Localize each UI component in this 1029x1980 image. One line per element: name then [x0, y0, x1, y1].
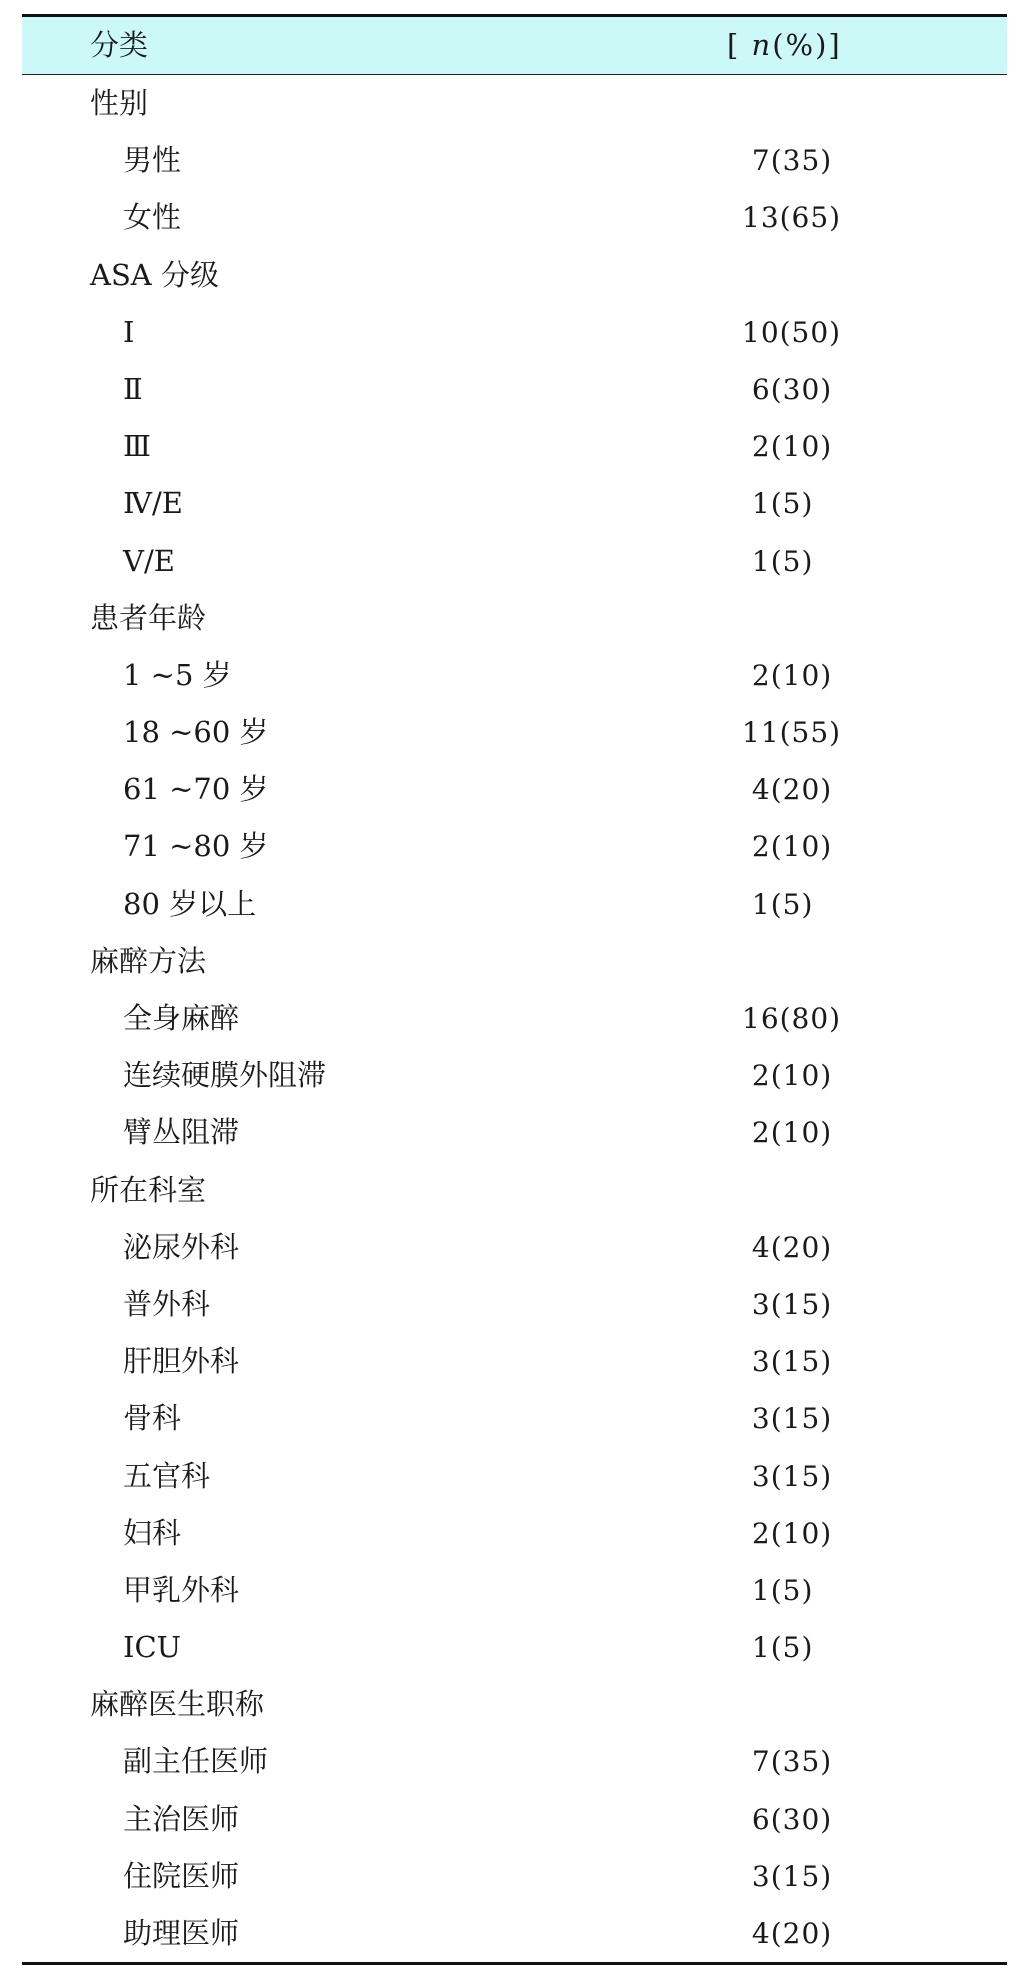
group-label: ASA 分级 [90, 257, 219, 292]
row-label: 71 ~80 岁 [123, 829, 269, 864]
row-value: 1(5) [742, 1631, 814, 1665]
row-value: 4(20) [742, 1917, 833, 1950]
table-row [22, 475, 1007, 532]
table-row [22, 1448, 1007, 1505]
table-group-row [22, 933, 1007, 990]
table-row [22, 1791, 1007, 1848]
row-value: 2(10) [742, 1116, 833, 1150]
row-label: 甲乳外科 [123, 1572, 240, 1607]
group-label: 性别 [90, 86, 149, 120]
table-header-row [22, 17, 1007, 75]
table-group-row [22, 1676, 1007, 1733]
table-row [22, 1276, 1007, 1333]
table-row [22, 818, 1007, 875]
table-row [22, 1104, 1007, 1161]
table-bottom-rule [22, 1962, 1007, 1965]
row-value: 13(65) [742, 201, 842, 235]
row-value: 3(15) [742, 1287, 833, 1321]
table-row [22, 704, 1007, 761]
row-label: 骨科 [123, 1401, 182, 1436]
table-row [22, 132, 1007, 189]
header-category: 分类 [90, 28, 149, 62]
row-label: 助理医师 [123, 1916, 240, 1950]
data-table [22, 14, 1007, 1965]
row-value: 2(10) [742, 658, 833, 692]
table-row [22, 1733, 1007, 1790]
row-value: 1(5) [742, 1573, 814, 1607]
table-row [22, 418, 1007, 475]
row-label: 副主任医师 [123, 1744, 269, 1779]
table-row [22, 876, 1007, 933]
row-label: 泌尿外科 [123, 1229, 240, 1264]
row-value: 7(35) [742, 1745, 833, 1779]
table-group-row [22, 75, 1007, 132]
row-label: Ⅳ/E [123, 486, 183, 521]
row-value: 2(10) [742, 1059, 833, 1093]
table-row [22, 1619, 1007, 1676]
table-row [22, 1047, 1007, 1104]
group-label: 所在科室 [90, 1172, 207, 1207]
row-value: 4(20) [742, 1230, 833, 1264]
row-value: 3(15) [742, 1345, 833, 1379]
row-label: Ⅴ/E [123, 543, 175, 578]
header-value-n: n [751, 28, 773, 62]
group-label: 患者年龄 [90, 600, 207, 635]
table-row [22, 1562, 1007, 1619]
table-row [22, 533, 1007, 590]
row-value: 6(30) [742, 1802, 833, 1836]
table-row [22, 1505, 1007, 1562]
table-row [22, 1219, 1007, 1276]
table-row [22, 647, 1007, 704]
table-group-row [22, 247, 1007, 304]
row-label: 女性 [123, 200, 182, 235]
row-label: Ⅲ [123, 429, 151, 464]
row-label: 1 ~5 岁 [123, 657, 232, 692]
row-value: 2(10) [742, 1516, 833, 1550]
row-value: 4(20) [742, 773, 833, 807]
row-label: 臂丛阻滞 [123, 1115, 240, 1150]
row-value: 1(5) [742, 544, 814, 578]
row-value: 3(15) [742, 1402, 833, 1436]
table-row [22, 361, 1007, 418]
row-label: 全身麻醉 [123, 1001, 240, 1035]
table-row [22, 1390, 1007, 1447]
row-label: Ⅱ [123, 371, 143, 406]
table-row [22, 1848, 1007, 1905]
header-value [727, 17, 842, 74]
header-value-prefix: [ [727, 28, 752, 62]
row-value: 3(15) [742, 1859, 833, 1893]
table-group-row [22, 1162, 1007, 1219]
table-row [22, 189, 1007, 246]
row-label: 肝胆外科 [123, 1344, 240, 1379]
row-value: 10(50) [742, 315, 842, 349]
row-label: Ⅰ [123, 314, 135, 349]
group-label: 麻醉医生职称 [90, 1687, 265, 1722]
row-value: 3(15) [742, 1459, 833, 1493]
row-label: 18 ~60 岁 [123, 715, 269, 750]
row-value: 6(30) [742, 372, 833, 406]
row-label: 主治医师 [123, 1801, 240, 1836]
table-row [22, 304, 1007, 361]
row-label: 连续硬膜外阻滞 [123, 1058, 327, 1093]
row-label: 普外科 [123, 1286, 211, 1321]
row-label: 80 岁以上 [123, 886, 257, 921]
row-value: 7(35) [742, 144, 833, 178]
row-value: 1(5) [742, 487, 814, 521]
row-label: 妇科 [123, 1515, 182, 1550]
row-value: 11(55) [742, 716, 842, 750]
header-value-suffix: (%)] [772, 28, 842, 62]
row-label: 男性 [123, 143, 182, 178]
group-label: 麻醉方法 [90, 943, 207, 978]
table-row [22, 1905, 1007, 1962]
row-label: 61 ~70 岁 [123, 772, 269, 807]
row-value: 16(80) [742, 1002, 842, 1035]
row-label: 住院医师 [123, 1858, 240, 1893]
table-body [22, 75, 1007, 1962]
row-value: 2(10) [742, 830, 833, 864]
table-row [22, 990, 1007, 1047]
row-value: 1(5) [742, 887, 814, 921]
table-row [22, 1333, 1007, 1390]
row-label: 五官科 [123, 1458, 211, 1493]
row-label: ICU [123, 1630, 182, 1665]
table-group-row [22, 590, 1007, 647]
row-value: 2(10) [742, 430, 833, 464]
table-row [22, 761, 1007, 818]
